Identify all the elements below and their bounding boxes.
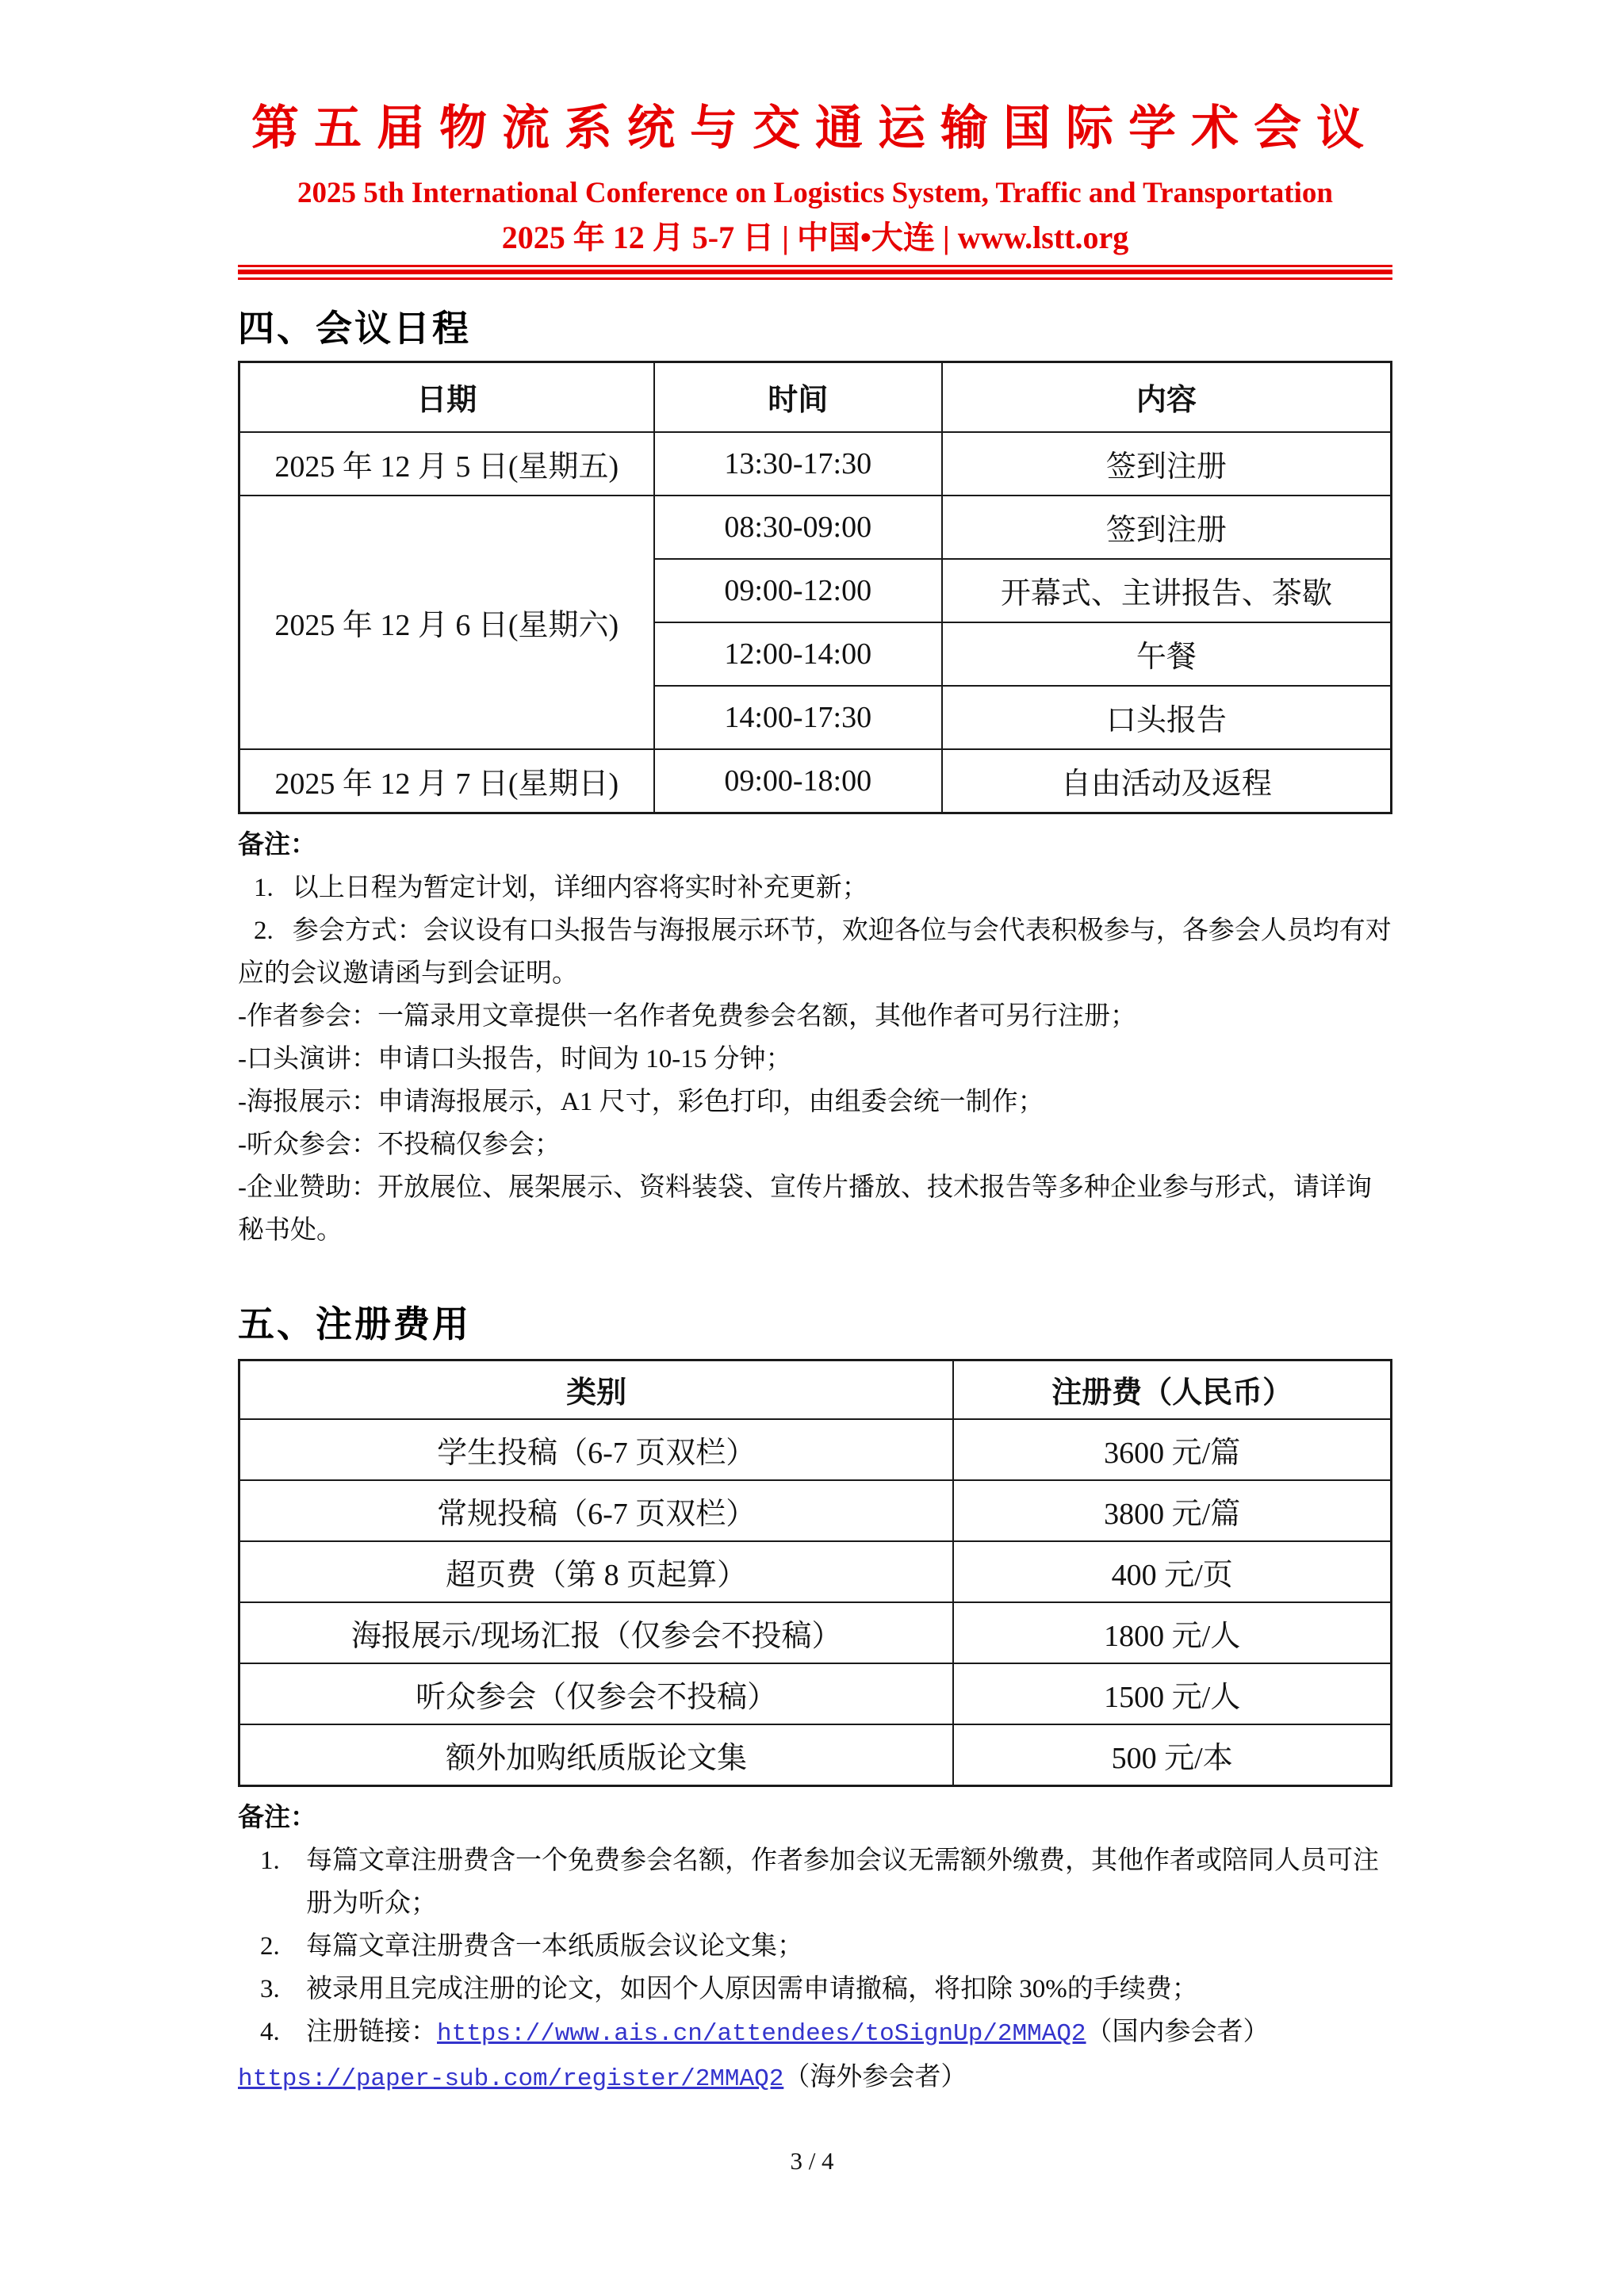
fee-note-line (238, 1968, 1392, 2011)
note-text: -作者参会：一篇录用文章提供一名作者免费参会名额，其他作者可另行注册； (238, 1001, 1136, 1031)
schedule-content-cell: 自由活动及返程 (942, 749, 1392, 813)
fees-notes-label: 备注： (238, 1803, 316, 1832)
schedule-note-line (238, 1038, 1392, 1081)
fee-price-cell: 1800 元/人 (953, 1602, 1391, 1663)
fee-price-cell: 3800 元/篇 (953, 1480, 1391, 1541)
schedule-row (239, 749, 1392, 813)
note-text: 以上日程为暂定计划，详细内容将实时补充更新； (292, 873, 868, 902)
fee-row (239, 1602, 1392, 1663)
note-marker: 2. (254, 916, 274, 945)
fees-notes (238, 1797, 1392, 2101)
note-text: -海报展示：申请海报展示，A1 尺寸，彩色打印，由组委会统一制作； (238, 1087, 1044, 1116)
header-divider-thin-top (238, 265, 1392, 267)
fees-col-header: 类别 (239, 1360, 954, 1419)
schedule-header-row (239, 362, 1392, 432)
schedule-col-header: 内容 (942, 362, 1392, 432)
schedule-notes-list (238, 867, 1392, 1252)
schedule-content-cell: 开幕式、主讲报告、茶歇 (942, 559, 1392, 622)
note-text: 注册链接：https://www.ais.cn/attendees/toSignUp/2MMAQ2（国内参会者） (306, 2017, 1270, 2048)
conference-title-cn: 第五届物流系统与交通运输国际学术会议 (251, 102, 1379, 155)
registration-link-overseas[interactable]: https://paper-sub.com/register/2MMAQ2 (238, 2064, 784, 2093)
schedule-date-cell: 2025 年 12 月 5 日(星期五) (239, 432, 654, 496)
registration-link-domestic[interactable]: https://www.ais.cn/attendees/toSignUp/2MMAQ2 (437, 2019, 1086, 2048)
fee-row (239, 1663, 1392, 1724)
overseas-registration-line (238, 2056, 1392, 2101)
note-marker: 4. (260, 2017, 280, 2046)
section-heading-fees: 五、注册费用 (238, 1303, 471, 1345)
schedule-table-body (239, 432, 1392, 813)
fee-price-cell: 400 元/页 (953, 1541, 1391, 1602)
note-text: -口头演讲：申请口头报告，时间为 10-15 分钟； (238, 1044, 792, 1073)
fee-price-cell: 3600 元/篇 (953, 1419, 1391, 1480)
schedule-content-cell: 签到注册 (942, 432, 1392, 496)
page-number: 3 / 4 (790, 2147, 834, 2175)
note-text: -听众参会：不投稿仅参会； (238, 1130, 561, 1159)
header-divider-thick (238, 270, 1392, 274)
schedule-time-cell: 13:30-17:30 (654, 432, 942, 496)
note-text: 每篇文章注册费含一本纸质版会议论文集； (306, 1931, 803, 1961)
schedule-note-line (238, 1166, 1392, 1252)
schedule-col-header: 时间 (654, 362, 942, 432)
note-text: 参会方式：会议设有口头报告与海报展示环节，欢迎各位与会代表积极参与，各参会人员均有对应的会议邀请函与到会证明。 (238, 916, 1392, 988)
fees-table-body (239, 1419, 1392, 1786)
note-text: -企业赞助：开放展位、展架展示、资料装袋、宣传片播放、技术报告等多种企业参与形式，请详询秘书处。 (238, 1173, 1372, 1245)
fees-table-head (239, 1360, 1392, 1419)
fee-note-line (238, 2011, 1392, 2056)
fee-category-cell: 常规投稿（6-7 页双栏） (239, 1480, 954, 1541)
overseas-link-suffix: （海外参会者） (783, 2062, 967, 2091)
fee-note-line (238, 1839, 1392, 1925)
note-text: 被录用且完成注册的论文，如因个人原因需申请撤稿，将扣除 30%的手续费； (306, 1974, 1198, 2003)
schedule-note-line (238, 909, 1392, 995)
schedule-note-line (238, 1123, 1392, 1166)
fee-price-cell: 1500 元/人 (953, 1663, 1391, 1724)
fee-category-cell: 学生投稿（6-7 页双栏） (239, 1419, 954, 1480)
section-heading-schedule: 四、会议日程 (238, 308, 471, 350)
note-marker: 2. (260, 1931, 280, 1961)
header-divider-thin-bottom (238, 277, 1392, 280)
fees-notes-list (238, 1839, 1392, 2056)
schedule-notes (238, 824, 1392, 1252)
note-text: 每篇文章注册费含一个免费参会名额，作者参加会议无需额外缴费，其他作者或陪同人员可注册为听众； (306, 1846, 1379, 1918)
fee-row (239, 1480, 1392, 1541)
schedule-note-line (238, 867, 1392, 909)
fee-category-cell: 超页费（第 8 页起算） (239, 1541, 954, 1602)
note-marker: 1. (254, 873, 274, 902)
fee-category-cell: 听众参会（仅参会不投稿） (239, 1663, 954, 1724)
conference-date-location: 2025 年 12 月 5-7 日 | 中国•大连 | www.lstt.org (501, 220, 1129, 256)
schedule-time-cell: 12:00-14:00 (654, 622, 942, 686)
schedule-col-header: 日期 (239, 362, 654, 432)
fee-category-cell: 海报展示/现场汇报（仅参会不投稿） (239, 1602, 954, 1663)
fee-row (239, 1541, 1392, 1602)
schedule-time-cell: 08:30-09:00 (654, 496, 942, 559)
fee-price-cell: 500 元/本 (953, 1724, 1391, 1786)
schedule-notes-label: 备注： (238, 830, 316, 859)
fee-category-cell: 额外加购纸质版论文集 (239, 1724, 954, 1786)
schedule-content-cell: 口头报告 (942, 686, 1392, 749)
fee-note-line (238, 1925, 1392, 1968)
schedule-date-cell: 2025 年 12 月 7 日(星期日) (239, 749, 654, 813)
schedule-content-cell: 午餐 (942, 622, 1392, 686)
fees-header-row (239, 1360, 1392, 1419)
schedule-row (239, 496, 1392, 559)
schedule-time-cell: 09:00-12:00 (654, 559, 942, 622)
fees-col-header: 注册费（人民币） (953, 1360, 1391, 1419)
schedule-date-cell: 2025 年 12 月 6 日(星期六) (239, 496, 654, 749)
conference-title-en: 2025 5th International Conference on Logistics System, Traffic and Transportation (297, 177, 1333, 209)
schedule-time-cell: 14:00-17:30 (654, 686, 942, 749)
schedule-note-line (238, 995, 1392, 1038)
schedule-table (238, 361, 1392, 814)
schedule-time-cell: 09:00-18:00 (654, 749, 942, 813)
schedule-row (239, 432, 1392, 496)
fee-row (239, 1419, 1392, 1480)
schedule-note-line (238, 1081, 1392, 1123)
fee-row (239, 1724, 1392, 1786)
schedule-content-cell: 签到注册 (942, 496, 1392, 559)
note-marker: 3. (260, 1974, 280, 2003)
header-divider (238, 265, 1392, 280)
note-marker: 1. (260, 1846, 280, 1875)
fees-table (238, 1359, 1392, 1787)
schedule-table-head (239, 362, 1392, 432)
